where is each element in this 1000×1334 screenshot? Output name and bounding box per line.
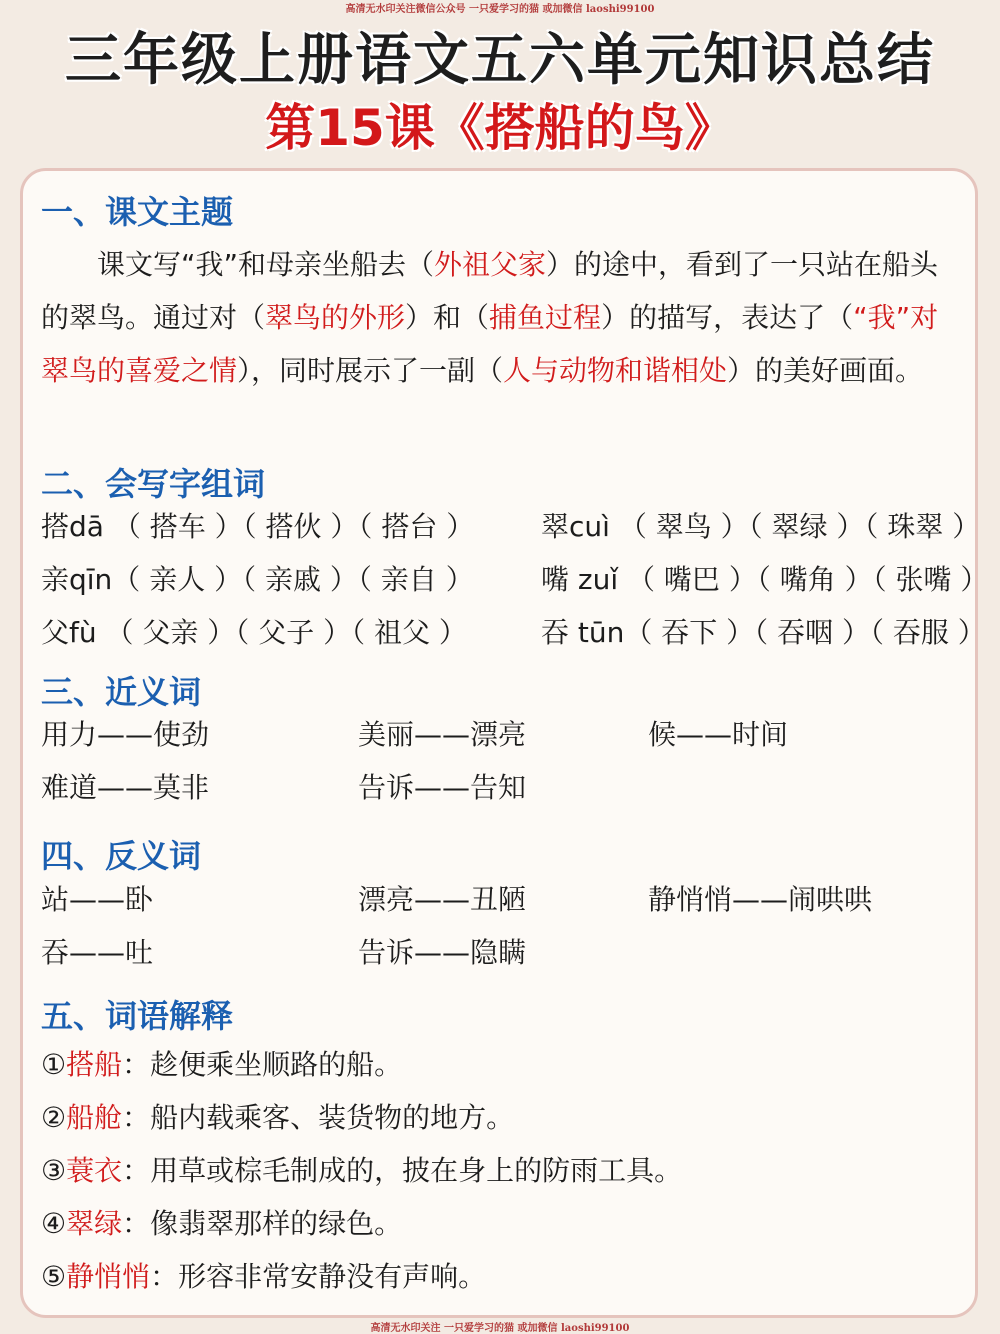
top-watermark: 高清无水印关注微信公众号 一只爱学习的猫 或加微信 laoshi99100 <box>345 4 655 15</box>
section-heading-writing-words: 二、会写字组词 <box>41 465 266 503</box>
item-number: ② <box>41 1101 67 1134</box>
definition-item <box>41 1197 402 1250</box>
theme-answer: “我”对翠鸟的喜爱之情 <box>41 301 939 387</box>
definition-text: ：用草或棕毛制成的，披在身上的防雨工具。 <box>122 1154 683 1187</box>
synonym-pair: 候——时间 <box>648 718 789 751</box>
synonym-pair: 告诉——告知 <box>358 771 527 804</box>
definition-text: ：形容非常安静没有声响。 <box>150 1260 487 1293</box>
item-number: ④ <box>41 1207 67 1240</box>
theme-text: ）的途中，看到了一只站在船头的翠鸟。通过对（ <box>41 248 939 334</box>
theme-text: ）的描写，表达了（ <box>601 301 854 334</box>
antonym-pair: 漂亮——丑陋 <box>358 883 527 916</box>
definition-text: ：船内载乘客、装货物的地方。 <box>122 1101 515 1134</box>
theme-paragraph <box>41 238 956 397</box>
section-heading-antonyms: 四、反义词 <box>41 837 202 875</box>
theme-answer: 外祖父家 <box>434 248 547 281</box>
definition-item <box>41 1091 514 1144</box>
antonym-pair: 告诉——隐瞒 <box>358 936 527 969</box>
antonym-pair: 静悄悄——闹哄哄 <box>648 883 873 916</box>
theme-answer: 翠鸟的外形 <box>265 301 406 334</box>
bottom-watermark: 高清无水印关注 一只爱学习的猫 或加微信 laoshi99100 <box>370 1323 630 1334</box>
lesson-subtitle: 第15课《搭船的鸟》 <box>265 99 735 157</box>
theme-text: 课文写“我”和母亲坐船去（ <box>97 248 435 281</box>
definition-item <box>41 1144 682 1197</box>
word-group-row: 嘴 zuǐ （ 嘴巴 ）（ 嘴角 ）（ 张嘴 ） <box>541 563 989 596</box>
defined-word: 船舱 <box>66 1101 123 1134</box>
section-heading-definitions: 五、词语解释 <box>41 997 234 1035</box>
item-number: ③ <box>41 1154 67 1187</box>
word-group-row: 父fù （ 父亲 ）（ 父子 ）（ 祖父 ） <box>41 616 467 649</box>
definition-item <box>41 1250 486 1303</box>
word-group-row: 翠cuì （ 翠鸟 ）（ 翠绿 ）（ 珠翠 ） <box>541 510 981 543</box>
section-heading-theme: 一、课文主题 <box>41 193 234 231</box>
synonym-pair: 难道——莫非 <box>41 771 210 804</box>
antonym-pair: 站——卧 <box>41 883 154 916</box>
item-number: ① <box>41 1048 67 1081</box>
definition-item <box>41 1038 402 1091</box>
antonym-pair: 吞——吐 <box>41 936 154 969</box>
word-group-row: 吞 tūn（ 吞下 ）（ 吞咽 ）（ 吞服 ） <box>541 616 986 649</box>
theme-text: ）的美好画面。 <box>727 354 924 387</box>
defined-word: 静悄悄 <box>66 1260 151 1293</box>
defined-word: 搭船 <box>66 1048 123 1081</box>
theme-answer: 捕鱼过程 <box>489 301 602 334</box>
definition-text: ：像翡翠那样的绿色。 <box>122 1207 403 1240</box>
definition-text: ：趁便乘坐顺路的船。 <box>122 1048 403 1081</box>
defined-word: 蓑衣 <box>66 1154 123 1187</box>
theme-text: ）和（ <box>405 301 490 334</box>
content-card <box>20 168 989 1318</box>
page-title: 三年级上册语文五六单元知识总结 <box>65 28 935 93</box>
word-group-row: 亲qīn（ 亲人 ）（ 亲戚 ）（ 亲自 ） <box>41 563 474 596</box>
item-number: ⑤ <box>41 1260 67 1293</box>
theme-text: ），同时展示了一副（ <box>237 354 504 387</box>
word-group-row: 搭dā （ 搭车 ）（ 搭伙 ）（ 搭台 ） <box>41 510 475 543</box>
defined-word: 翠绿 <box>66 1207 123 1240</box>
section-heading-synonyms: 三、近义词 <box>41 673 202 711</box>
theme-answer: 人与动物和谐相处 <box>503 354 728 387</box>
synonym-pair: 美丽——漂亮 <box>358 718 527 751</box>
synonym-pair: 用力——使劲 <box>41 718 210 751</box>
